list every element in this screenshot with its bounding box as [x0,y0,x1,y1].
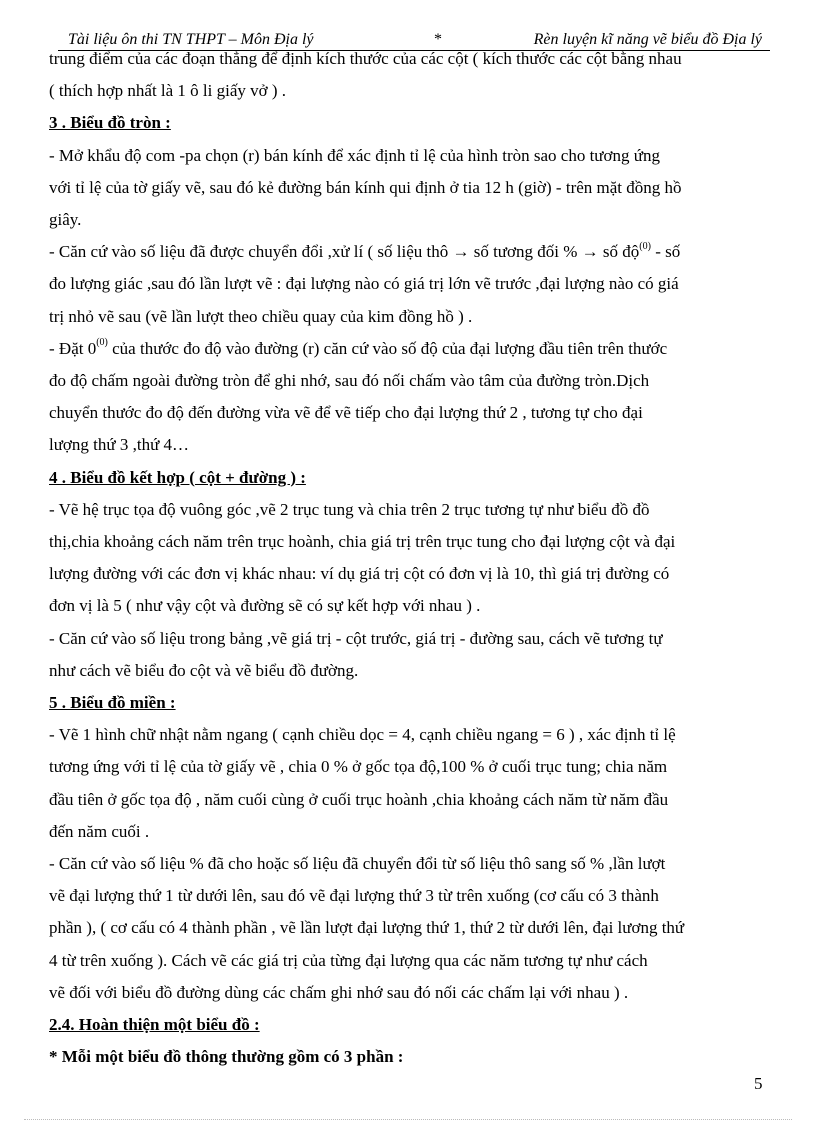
paragraph-line: thị,chia khoảng cách năm trên trục hoành, chia giá trị trên trục tung cho đại lượng cột và đại [49,532,676,552]
paragraph-line: đầu tiên ở gốc tọa độ , năm cuối cùng ở cuối trục hoành ,chia khoảng cách năm từ năm đầu [49,789,669,809]
line-text: - Đặt 0 [49,338,97,358]
header-right-title: Rèn luyện kĩ năng vẽ biểu đồ Địa lý [533,31,762,48]
page-body [49,43,771,1074]
paragraph-line: - Căn cứ vào số liệu trong bảng ,vẽ giá trị - cột trước, giá trị - đường sau, cách vẽ tương tự [49,628,663,648]
paragraph-line: 4 từ trên xuống ). Cách vẽ các giá trị của từng đại lượng qua các năm tương tự như cách [49,950,648,970]
section-heading-pie-chart: 3 . Biểu đồ tròn : [49,113,171,133]
paragraph-line: đơn vị là 5 ( như vậy cột và đường sẽ có sự kết hợp với nhau ) . [49,596,481,616]
paragraph-line: đến năm cuối . [49,821,150,841]
paragraph-line: lượng thứ 3 ,thứ 4… [49,435,190,455]
paragraph-line: với tỉ lệ của tờ giấy vẽ, sau đó kẻ đường bán kính qui định ở tia 12 h (giờ) - trên mặt đồng hồ [49,177,682,197]
paragraph-line: lượng đường với các đơn vị khác nhau: ví dụ giá trị cột có đơn vị là 10, thì giá trị đường có [49,564,670,584]
paragraph-line [49,333,771,365]
paragraph-line [49,236,771,268]
paragraph-line: - Căn cứ vào số liệu % đã cho hoặc số liệu đã chuyển đổi từ số liệu thô sang số % ,lần lượt [49,854,666,874]
paragraph-line: đo độ chấm ngoài đường tròn để ghi nhớ, sau đó nối chấm vào tâm của đường tròn.Dịch [49,371,650,391]
paragraph-line: vẽ đại lượng thứ 1 từ dưới lên, sau đó vẽ đại lượng thứ 3 từ trên xuống (cơ cấu có 3 thành [49,886,659,906]
paragraph-line: - Vẽ 1 hình chữ nhật nằm ngang ( cạnh chiều dọc = 4, cạnh chiều ngang = 6 ) , xác định tỉ lệ [49,725,676,745]
page-number: 5 [754,1074,763,1093]
paragraph-line: giây. [49,210,82,230]
section-heading-combined-chart: 4 . Biểu đồ kết hợp ( cột + đường ) : [49,467,306,487]
paragraph-line: trị nhỏ vẽ sau (vẽ lần lượt theo chiều quay của kim đồng hồ ) . [49,306,473,326]
degree-superscript: (0) [96,337,108,349]
paragraph-line: đo lượng giác ,sau đó lần lượt vẽ : đại lượng nào có giá trị lớn vẽ trước ,đại lượng nào có giá [49,274,679,294]
paragraph-line: trung điểm của các đoạn thẳng để định kích thước của các cột ( kích thước các cột bằng nhau [49,49,682,68]
section-heading-complete-chart: 2.4. Hoàn thiện một biểu đồ : [49,1015,260,1035]
paragraph-line: chuyển thước đo độ đến đường vừa vẽ để vẽ tiếp cho đại lượng thứ 2 , tương tự cho đại [49,403,643,423]
page-bottom-divider [24,1119,792,1120]
paragraph-line: phần ), ( cơ cấu có 4 thành phần , vẽ lần lượt đại lượng thứ 1, thứ 2 từ dưới lên, đại lương thứ [49,918,685,938]
paragraph-line: tương ứng với tỉ lệ của tờ giấy vẽ , chia 0 % ở gốc tọa độ,100 % ở cuối trục tung; chia năm [49,757,668,777]
header-left-title: Tài liệu ôn thi TN THPT – Môn Địa lý [68,31,314,48]
header-separator: * [434,31,442,48]
paragraph-line: vẽ đối với biểu đồ đường dùng các chấm ghi nhớ sau đó nối các chấm lại với nhau ) . [49,982,629,1002]
line-text: của thước đo độ vào đường (r) căn cứ vào số độ của đại lượng đầu tiên trên thước [107,338,668,358]
degree-superscript: (0) [639,240,651,252]
line-text: - số [650,242,681,262]
paragraph-line-bold: * Mỗi một biểu đồ thông thường gồm có 3 phần : [49,1047,404,1067]
line-text: - Căn cứ vào số liệu đã được chuyển đổi ,xử lí ( số liệu thô → số tương đối % → số độ [49,242,640,262]
paragraph-line: ( thích hợp nhất là 1 ô li giấy vở ) . [49,81,287,101]
paragraph-line: - Vẽ hệ trục tọa độ vuông góc ,vẽ 2 trục tung và chia trên 2 trục tương tự như biểu đồ đồ [49,499,650,519]
paragraph-line: - Mở khẩu độ com -pa chọn (r) bán kính để xác định tỉ lệ của hình tròn sao cho tương ứng [49,145,660,165]
paragraph-line: như cách vẽ biểu đo cột và vẽ biểu đồ đường. [49,660,359,680]
section-heading-area-chart: 5 . Biểu đồ miền : [49,693,176,713]
